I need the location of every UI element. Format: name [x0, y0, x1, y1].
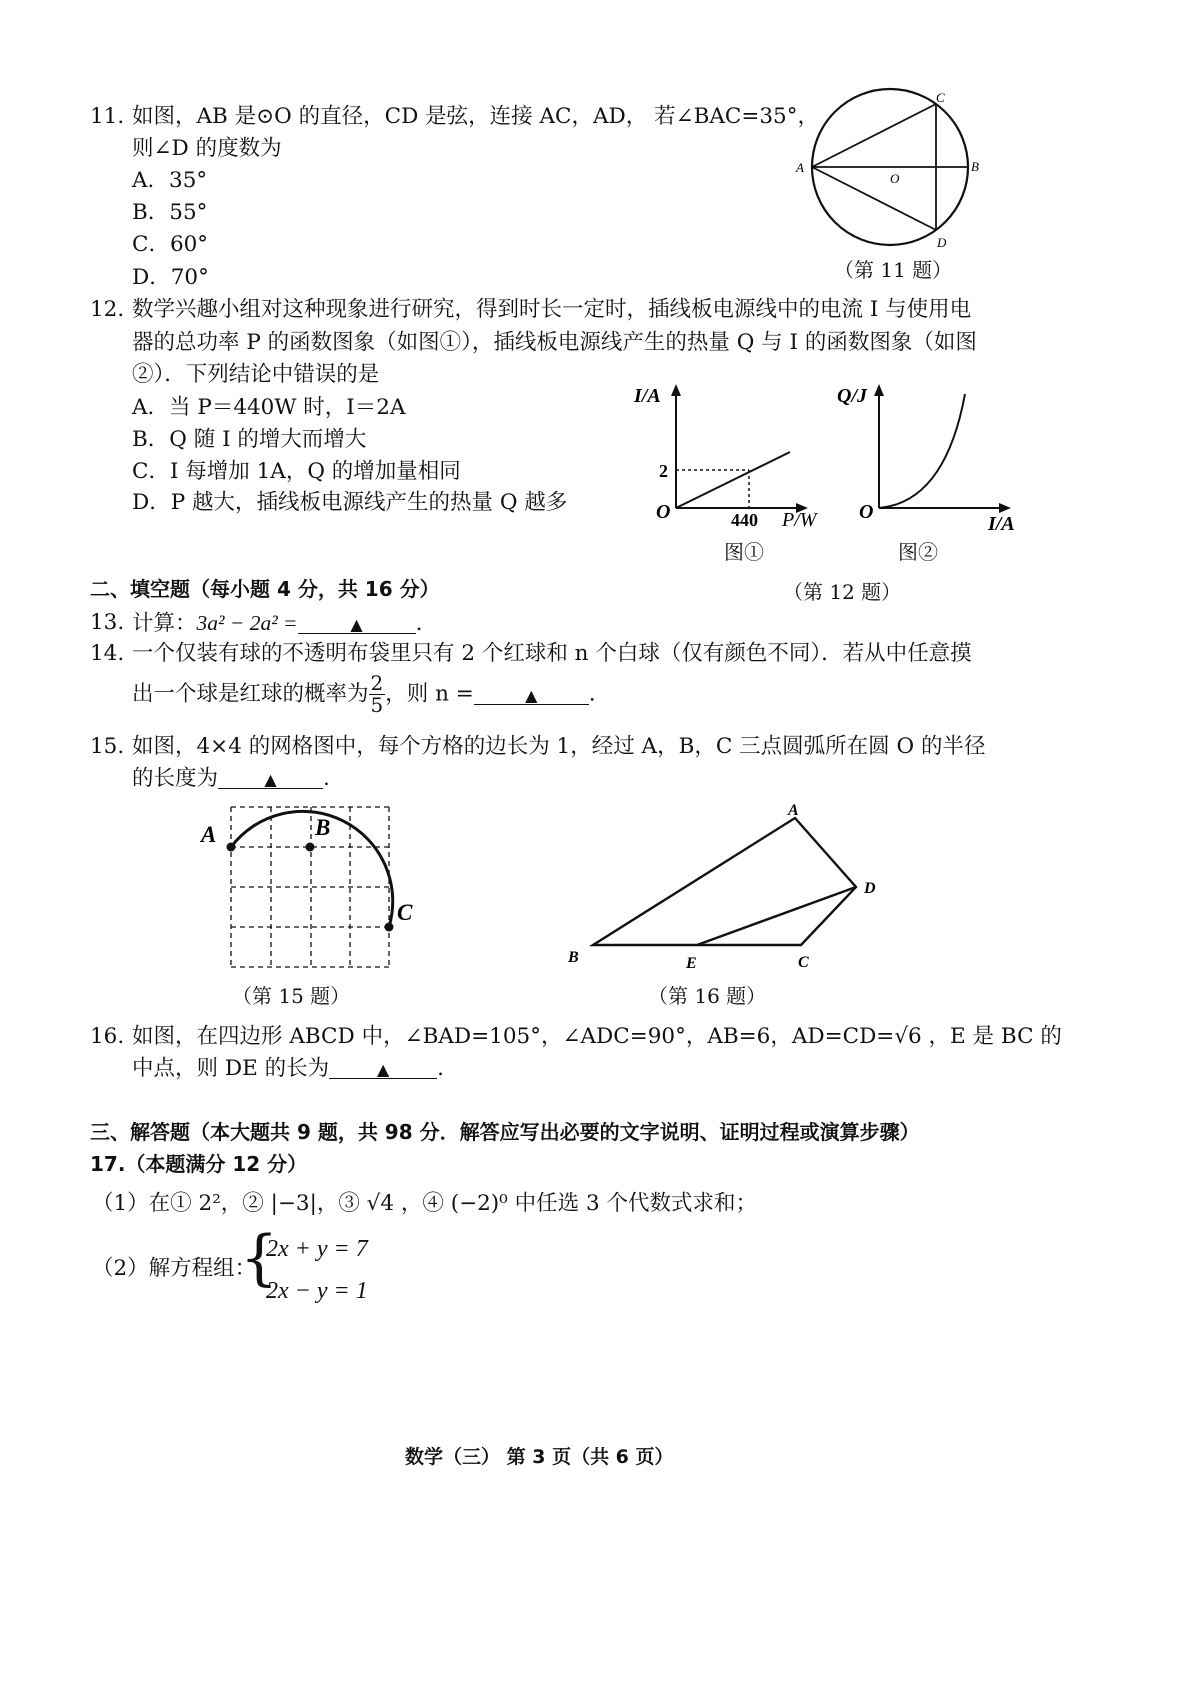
q11-label-b: B — [971, 159, 979, 174]
q11-label-c: C — [936, 90, 945, 105]
q11-label-d: D — [937, 235, 947, 250]
q15-answer-blank[interactable] — [218, 766, 323, 789]
q15-prefix: 的长度为 — [132, 766, 219, 791]
q14-fraction — [369, 673, 386, 716]
q12-g1-ylabel: I/A — [634, 385, 661, 407]
section3-heading: 三、解答题（本大题共 9 题，共 98 分．解答应写出必要的文字说明、证明过程或演算步骤） — [90, 1120, 920, 1144]
q14-stem-line1: 一个仅装有球的不透明布袋里只有 2 个红球和 n 个白球（仅有颜色不同）．若从中任意摸 — [132, 641, 972, 666]
q15-answer-mark: ▲ — [264, 770, 277, 789]
q16-answer-blank[interactable] — [329, 1056, 437, 1079]
q16-label-e: E — [686, 955, 697, 972]
q11-option-b: B．55° — [132, 200, 208, 225]
q16-answer-mark: ▲ — [376, 1060, 390, 1079]
q11-caption: （第 11 题） — [834, 258, 953, 282]
q16-label-d: D — [864, 880, 876, 897]
q12-stem-line1: 数学兴趣小组对这种现象进行研究，得到时长一定时，插线板电源线中的电流 I 与使用电 — [132, 297, 972, 322]
q12-option-b: B．Q 随 I 的增大而增大 — [132, 427, 367, 452]
q14-frac-num: 2 — [370, 671, 384, 695]
q16-suffix: . — [437, 1056, 444, 1081]
q12-number: 12. — [90, 297, 125, 322]
q15-label-c: C — [397, 900, 413, 925]
q11-label-a: A — [796, 160, 804, 175]
q15-line2 — [132, 766, 330, 793]
q11-stem-line1: 如图，AB 是⊙O 的直径，CD 是弦，连接 AC，AD， 若∠BAC=35°， — [132, 104, 819, 129]
q12-g2-xlabel: I/A — [988, 513, 1015, 535]
q12-stem-line3: ②）．下列结论中错误的是 — [132, 362, 380, 387]
q11-stem-line2: 则∠D 的度数为 — [132, 136, 282, 161]
q15-number: 15. — [90, 734, 125, 759]
q13-prefix: 计算： — [132, 611, 197, 636]
q11-option-c: C．60° — [132, 232, 209, 257]
page-footer: 数学（三） 第 3 页（共 6 页） — [405, 1446, 674, 1468]
q13-answer-mark: ▲ — [350, 615, 363, 634]
q16-caption: （第 16 题） — [648, 984, 767, 1008]
q12-g2-origin: O — [859, 501, 874, 523]
q12-g1-caption: 图① — [724, 540, 764, 564]
q15-stem-line1: 如图，4×4 的网格图中，每个方格的边长为 1，经过 A，B，C 三点圆弧所在圆 O 的半径 — [132, 734, 986, 759]
q14-frac-den: 5 — [370, 693, 384, 717]
q15-suffix: . — [323, 766, 330, 791]
q13-line — [132, 610, 422, 638]
q16-quadrilateral-figure — [560, 800, 890, 980]
q16-number: 16. — [90, 1024, 125, 1049]
q11-number: 11. — [90, 104, 125, 129]
q15-label-a: A — [201, 822, 217, 847]
q12-g1-origin: O — [656, 501, 671, 523]
q11-option-d: D．70° — [132, 265, 209, 290]
q17-equation-2: 2x − y = 1 — [266, 1278, 368, 1304]
q17-part2-label: （2）解方程组： — [92, 1256, 257, 1281]
q16-label-c: C — [798, 954, 809, 971]
q12-caption: （第 12 题） — [783, 580, 902, 604]
q12-g1-ytick: 2 — [659, 461, 668, 481]
q14-answer-mark: ▲ — [525, 685, 538, 705]
q17-system-brace: { — [240, 1223, 279, 1293]
q12-g2-ylabel: Q/J — [837, 385, 867, 407]
q12-g2-caption: 图② — [898, 540, 938, 564]
q17-title: 17.（本题满分 12 分） — [90, 1152, 308, 1176]
q16-prefix: 中点，则 DE 的长为 — [132, 1056, 330, 1081]
q17-equation-1: 2x + y = 7 — [266, 1236, 368, 1262]
q16-label-a: A — [788, 802, 799, 819]
q16-line2 — [132, 1056, 444, 1083]
q11-circle-figure — [790, 90, 990, 260]
q14-number: 14. — [90, 641, 125, 666]
q14-mid: ，则 n = — [385, 681, 474, 707]
q14-prefix: 出一个球是红球的概率为 — [132, 681, 369, 707]
section2-heading: 二、填空题（每小题 4 分，共 16 分） — [90, 577, 440, 601]
q12-graph1 — [630, 380, 830, 530]
q14-answer-blank[interactable] — [474, 682, 589, 705]
q17-part1: （1）在① 2²，② |−3|，③ √4 ，④ (−2)⁰ 中任选 3 个代数式求和； — [92, 1191, 757, 1216]
q15-label-b: B — [315, 815, 331, 840]
q16-stem-line1: 如图，在四边形 ABCD 中，∠BAD=105°，∠ADC=90°，AB=6，AD=CD=√6 ，E 是 BC 的 — [132, 1024, 1062, 1049]
q13-suffix: . — [415, 611, 423, 636]
q12-option-c: C．I 每增加 1A，Q 的增加量相同 — [132, 459, 461, 484]
q14-suffix: . — [588, 681, 596, 707]
q12-option-d: D．P 越大，插线板电源线产生的热量 Q 越多 — [132, 490, 568, 515]
q15-grid-figure — [195, 800, 425, 980]
q11-label-o: O — [890, 171, 900, 186]
q12-option-a: A．当 P＝440W 时，I＝2A — [132, 395, 406, 420]
q11-option-a: A．35° — [132, 168, 208, 193]
q12-g1-xtick: 440 — [731, 510, 758, 530]
q15-caption: （第 15 题） — [232, 984, 351, 1008]
q13-answer-blank[interactable] — [298, 611, 416, 634]
q13-expression: 3a² − 2a² = — [196, 611, 298, 635]
q12-stem-line2: 器的总功率 P 的函数图象（如图①），插线板电源线产生的热量 Q 与 I 的函数图象（如图 — [132, 330, 977, 355]
q12-graph2 — [835, 380, 1035, 535]
q12-g1-xlabel: P/W — [782, 509, 817, 531]
q16-label-b: B — [568, 949, 579, 966]
q13-number: 13. — [90, 610, 125, 635]
q14-line2 — [132, 673, 596, 716]
